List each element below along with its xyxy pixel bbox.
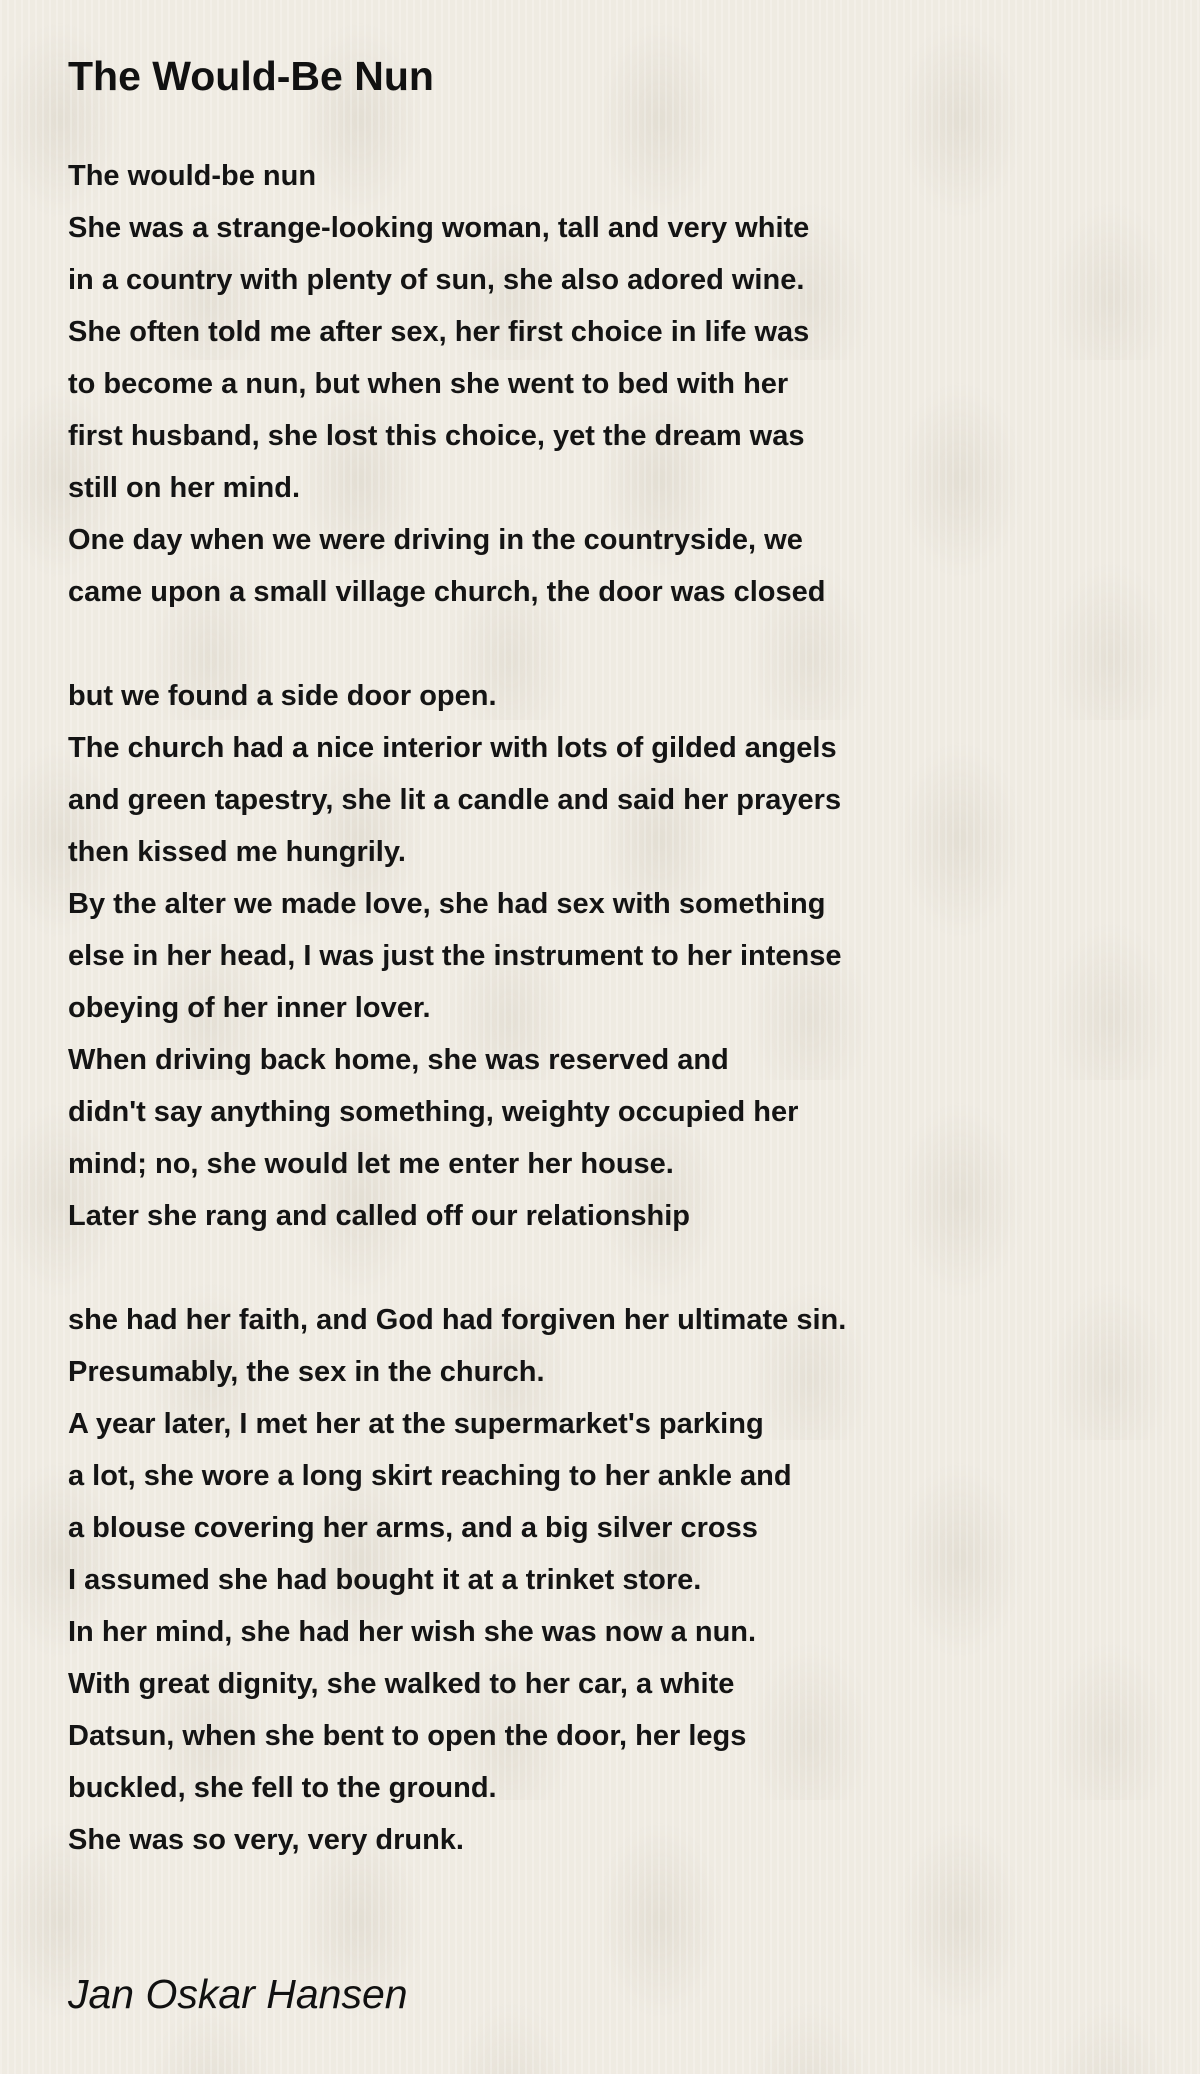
poem-line: then kissed me hungrily.: [68, 836, 406, 868]
poem-line: she had her faith, and God had forgiven her ultimate sin.: [68, 1304, 847, 1336]
poem-line: a lot, she wore a long skirt reaching to her ankle and: [68, 1460, 792, 1492]
poem-line: By the alter we made love, she had sex with something: [68, 888, 826, 920]
poem-line: With great dignity, she walked to her car, a white: [68, 1668, 735, 1700]
poem-line: A year later, I met her at the supermarket's parking: [68, 1408, 764, 1440]
poem-author: Jan Oskar Hansen: [68, 1971, 408, 2017]
poem-line: When driving back home, she was reserved and: [68, 1044, 729, 1076]
poem-line: and green tapestry, she lit a candle and said her prayers: [68, 784, 842, 816]
poem-line: but we found a side door open.: [68, 680, 497, 712]
poem-line: One day when we were driving in the countryside, we: [68, 524, 803, 556]
poem-line: buckled, she fell to the ground.: [68, 1772, 497, 1804]
poem-line: She was so very, very drunk.: [68, 1824, 464, 1856]
poem-line: in a country with plenty of sun, she also adored wine.: [68, 264, 805, 296]
poem-line: She often told me after sex, her first choice in life was: [68, 316, 810, 348]
poem-line: Later she rang and called off our relationship: [68, 1200, 690, 1232]
poem-line: a blouse covering her arms, and a big silver cross: [68, 1512, 758, 1544]
poem-line: The would-be nun: [68, 160, 317, 192]
poem-line: came upon a small village church, the door was closed: [68, 576, 826, 608]
poem-line: mind; no, she would let me enter her house.: [68, 1148, 674, 1180]
poem-line: didn't say anything something, weighty occupied her: [68, 1096, 799, 1128]
poem-line: She was a strange-looking woman, tall and very white: [68, 212, 810, 244]
poem-line: to become a nun, but when she went to bed with her: [68, 368, 789, 400]
poem-line: obeying of her inner lover.: [68, 992, 431, 1024]
poem-line: I assumed she had bought it at a trinket store.: [68, 1564, 702, 1596]
poem-body: [68, 150, 1168, 1866]
stanza-break: [68, 1242, 1168, 1294]
poem-title: The Would-Be Nun: [68, 53, 434, 99]
stanza-break: [68, 618, 1168, 670]
poem-line: first husband, she lost this choice, yet the dream was: [68, 420, 805, 452]
poem-line: still on her mind.: [68, 472, 301, 504]
poem-line: The church had a nice interior with lots of gilded angels: [68, 732, 837, 764]
poem-line: Datsun, when she bent to open the door, her legs: [68, 1720, 747, 1752]
poem-line: In her mind, she had her wish she was now a nun.: [68, 1616, 757, 1648]
poem-line: else in her head, I was just the instrument to her intense: [68, 940, 842, 972]
poem-line: Presumably, the sex in the church.: [68, 1356, 545, 1388]
